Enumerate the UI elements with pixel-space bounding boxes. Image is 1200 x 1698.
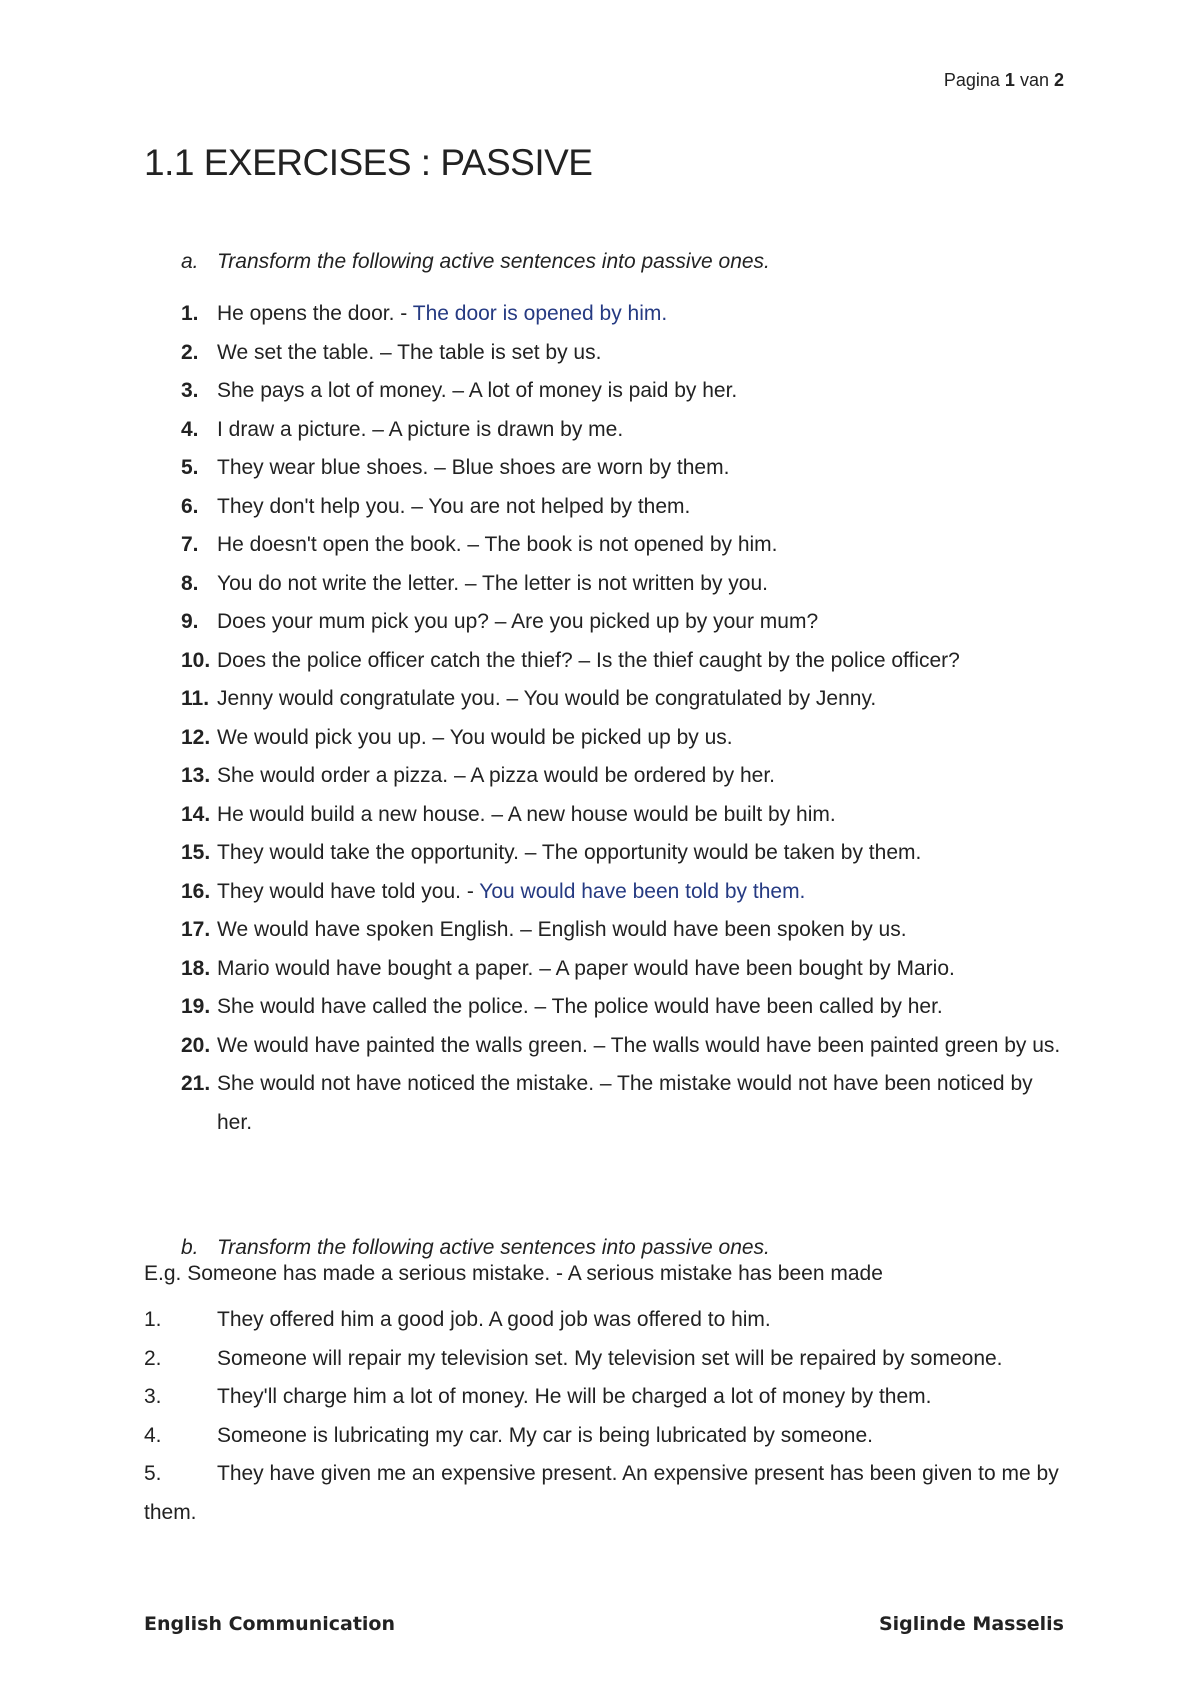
section-b-letter: b. xyxy=(181,1236,199,1259)
page-title: 1.1 EXERCISES : PASSIVE xyxy=(144,142,593,183)
item-text: They offered him a good job. A good job was offered to him. xyxy=(217,1308,771,1331)
item-number: 13. xyxy=(181,764,211,787)
item-text: He opens the door. - xyxy=(217,302,413,325)
item-text: She would not have noticed the mistake. – The mistake would not have been noticed by her. xyxy=(217,1072,1033,1134)
item-text: Someone will repair my television set. My television set will be repaired by someone. xyxy=(217,1346,1003,1370)
exercise-a-item xyxy=(181,834,1061,873)
item-text: They would have told you. - xyxy=(217,879,480,903)
exercise-a-item xyxy=(181,719,1061,758)
item-number: 8. xyxy=(181,571,199,595)
exercise-a-item xyxy=(181,1027,1061,1066)
exercise-a-item xyxy=(181,911,1061,950)
item-number: 11. xyxy=(181,687,210,710)
exercise-a-item xyxy=(181,449,1061,488)
item-text: They'll charge him a lot of money. He will be charged a lot of money by them. xyxy=(217,1385,932,1408)
item-number: 1. xyxy=(144,1308,162,1331)
item-text: She would order a pizza. – A pizza would be ordered by her. xyxy=(217,764,776,787)
item-text: They would take the opportunity. – The opportunity would be taken by them. xyxy=(217,841,922,864)
item-number: 19. xyxy=(181,995,211,1018)
page-current: 1 xyxy=(1004,70,1015,90)
item-number: 3. xyxy=(144,1385,162,1408)
item-number: 2. xyxy=(144,1346,162,1370)
item-text: We would pick you up. – You would be picked up by us. xyxy=(217,725,733,749)
exercise-a-item xyxy=(181,526,1061,565)
exercise-a-item xyxy=(181,988,1061,1027)
exercise-b-item xyxy=(144,1301,1064,1340)
exercise-a-item xyxy=(181,603,1061,642)
section-b-instruction xyxy=(181,1236,770,1260)
exercise-a-item xyxy=(181,757,1061,796)
page-of-label: van xyxy=(1019,70,1049,90)
item-number: 21. xyxy=(181,1072,211,1095)
item-text: He doesn't open the book. – The book is not opened by him. xyxy=(217,533,778,556)
example-sentence: E.g. Someone has made a serious mistake. - A serious mistake has been made xyxy=(144,1262,883,1285)
page-label: Pagina xyxy=(943,70,1000,90)
item-text: They have given me an expensive present. An expensive present has been given to me by them. xyxy=(144,1462,1059,1524)
exercise-a-item xyxy=(181,488,1061,527)
item-number: 16. xyxy=(181,879,211,903)
exercise-b-item xyxy=(144,1340,1064,1379)
item-text: Mario would have bought a paper. – A paper would have been bought by Mario. xyxy=(217,956,955,980)
item-number: 2. xyxy=(181,340,199,364)
exercise-b-item xyxy=(144,1417,1064,1456)
exercise-a-item xyxy=(181,411,1061,450)
item-text: We would have painted the walls green. – The walls would have been painted green by us. xyxy=(217,1033,1061,1057)
item-number: 20. xyxy=(181,1033,211,1057)
item-number: 7. xyxy=(181,533,199,556)
item-number: 10. xyxy=(181,648,211,672)
item-text: I draw a picture. – A picture is drawn by me. xyxy=(217,417,624,441)
exercise-b-item xyxy=(144,1378,1064,1417)
item-text: They wear blue shoes. – Blue shoes are worn by them. xyxy=(217,456,730,479)
item-text: She would have called the police. – The police would have been called by her. xyxy=(217,995,943,1018)
exercise-list-b xyxy=(144,1301,1064,1532)
item-number: 9. xyxy=(181,610,199,633)
exercise-a-item xyxy=(181,334,1061,373)
item-number: 5. xyxy=(144,1462,162,1485)
exercise-a-item xyxy=(181,873,1061,912)
item-text: He would build a new house. – A new house would be built by him. xyxy=(217,802,836,826)
item-number: 5. xyxy=(181,456,199,479)
exercise-a-item xyxy=(181,642,1061,681)
item-text: You do not write the letter. – The letter is not written by you. xyxy=(217,571,768,595)
page-total: 2 xyxy=(1053,70,1064,90)
page-number xyxy=(944,70,1064,91)
exercise-a-item xyxy=(181,372,1061,411)
exercise-a-item xyxy=(181,796,1061,835)
item-answer: The door is opened by him. xyxy=(412,302,668,325)
item-text: We would have spoken English. – English would have been spoken by us. xyxy=(217,918,907,941)
item-text: Does your mum pick you up? – Are you picked up by your mum? xyxy=(217,610,819,633)
exercise-list-a xyxy=(181,295,1061,1142)
item-number: 4. xyxy=(181,417,199,441)
item-text: They don't help you. – You are not helped by them. xyxy=(217,494,691,518)
section-b-instruction-text: Transform the following active sentences into passive ones. xyxy=(217,1236,770,1259)
item-text: She pays a lot of money. – A lot of money is paid by her. xyxy=(217,379,738,402)
item-number: 18. xyxy=(181,956,211,980)
section-a-instruction-text: Transform the following active sentences into passive ones. xyxy=(217,250,770,273)
item-number: 15. xyxy=(181,841,211,864)
exercise-b-item xyxy=(144,1455,1064,1532)
exercise-a-item xyxy=(181,950,1061,989)
item-number: 12. xyxy=(181,725,211,749)
item-number: 6. xyxy=(181,494,199,518)
item-number: 1. xyxy=(181,302,199,325)
item-number: 17. xyxy=(181,918,211,941)
section-a-letter: a. xyxy=(181,250,199,273)
item-text: Jenny would congratulate you. – You would be congratulated by Jenny. xyxy=(217,687,877,710)
exercise-a-item xyxy=(181,1065,1061,1142)
item-number: 14. xyxy=(181,802,211,826)
item-answer: You would have been told by them. xyxy=(479,879,806,903)
item-text: We set the table. – The table is set by us. xyxy=(217,340,602,364)
exercise-a-item xyxy=(181,565,1061,604)
footer-course: English Communication xyxy=(144,1613,395,1635)
item-text: Does the police officer catch the thief? – Is the thief caught by the police officer? xyxy=(217,648,960,672)
item-text: Someone is lubricating my car. My car is being lubricated by someone. xyxy=(217,1423,873,1447)
exercise-a-item xyxy=(181,295,1061,334)
item-number: 3. xyxy=(181,379,199,402)
exercise-a-item xyxy=(181,680,1061,719)
footer-author: Siglinde Masselis xyxy=(878,1613,1064,1635)
item-number: 4. xyxy=(144,1423,162,1447)
section-a-instruction xyxy=(181,250,770,274)
